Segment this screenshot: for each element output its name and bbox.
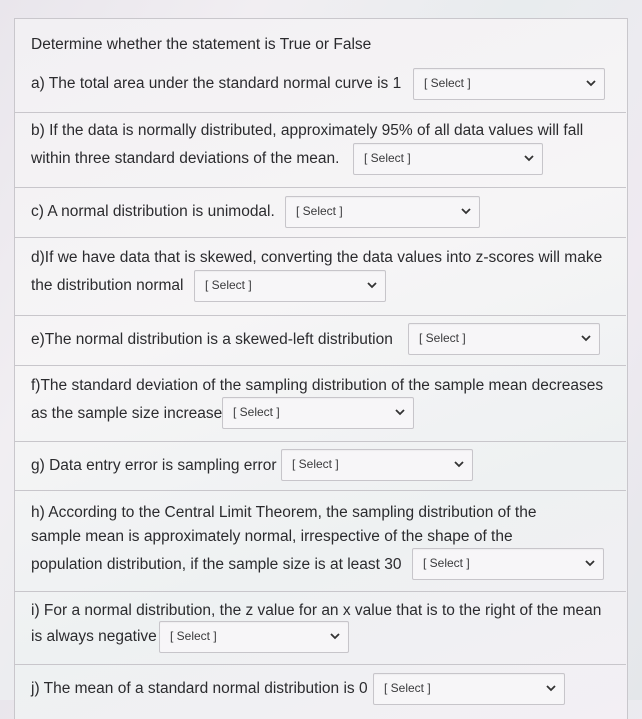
question-b-text-line2: within three standard deviations of the mean. [31, 150, 340, 167]
question-g-text: g) Data entry error is sampling error [31, 457, 277, 474]
divider [14, 112, 626, 113]
chevron-down-icon [586, 78, 596, 88]
chevron-down-icon [581, 333, 591, 343]
question-b-text-line1: b) If the data is normally distributed, approximately 95% of all data values will fall [31, 122, 584, 139]
select-placeholder: [ Select ] [296, 204, 343, 218]
select-placeholder: [ Select ] [423, 556, 470, 570]
chevron-down-icon [330, 631, 340, 641]
question-d-select[interactable] [194, 270, 386, 302]
question-e-select[interactable] [408, 323, 600, 355]
question-h-text-line3: population distribution, if the sample size is at least 30 [31, 556, 402, 573]
question-d-text-line1: d)If we have data that is skewed, converting the data values into z-scores will make [31, 249, 603, 266]
question-h-text-line1: h) According to the Central Limit Theorem, the sampling distribution of the [31, 504, 537, 521]
divider [14, 591, 626, 592]
divider [14, 365, 626, 366]
chevron-down-icon [585, 558, 595, 568]
question-h-text-line2: sample mean is approximately normal, irrespective of the shape of the [31, 528, 513, 545]
select-placeholder: [ Select ] [384, 681, 431, 695]
question-c-text: c) A normal distribution is unimodal. [31, 203, 275, 220]
chevron-down-icon [546, 683, 556, 693]
question-i-text-line2: is always negative [31, 628, 157, 645]
divider [14, 237, 626, 238]
select-placeholder: [ Select ] [364, 151, 411, 165]
select-placeholder: [ Select ] [233, 405, 280, 419]
question-i-text-line1: i) For a normal distribution, the z value for an x value that is to the right of the mean [31, 602, 602, 619]
divider [14, 441, 626, 442]
divider [14, 490, 626, 491]
divider [14, 187, 626, 188]
question-d-text-line2: the distribution normal [31, 277, 184, 294]
select-placeholder: [ Select ] [419, 331, 466, 345]
question-j-text: j) The mean of a standard normal distribution is 0 [31, 680, 368, 697]
select-placeholder: [ Select ] [170, 629, 217, 643]
question-f-select[interactable] [222, 397, 414, 429]
question-f-text-line1: f)The standard deviation of the sampling distribution of the sample mean decreases [31, 377, 604, 394]
question-j-select[interactable] [373, 673, 565, 705]
question-a-select[interactable] [413, 68, 605, 100]
chevron-down-icon [454, 459, 464, 469]
question-i-select[interactable] [159, 621, 349, 653]
chevron-down-icon [524, 153, 534, 163]
divider [14, 664, 626, 665]
question-h-select[interactable] [412, 548, 604, 580]
question-e-text: e)The normal distribution is a skewed-left distribution [31, 331, 393, 348]
question-g-select[interactable] [281, 449, 473, 481]
chevron-down-icon [461, 206, 471, 216]
select-placeholder: [ Select ] [424, 76, 471, 90]
select-placeholder: [ Select ] [292, 457, 339, 471]
question-c-select[interactable] [285, 196, 480, 228]
question-f-text-line2: as the sample size increase [31, 405, 223, 422]
question-b-select[interactable] [353, 143, 543, 175]
chevron-down-icon [367, 280, 377, 290]
page-title: Determine whether the statement is True or False [31, 36, 372, 53]
select-placeholder: [ Select ] [205, 278, 252, 292]
chevron-down-icon [395, 407, 405, 417]
question-a-text: a) The total area under the standard normal curve is 1 [31, 75, 402, 92]
divider [14, 315, 626, 316]
